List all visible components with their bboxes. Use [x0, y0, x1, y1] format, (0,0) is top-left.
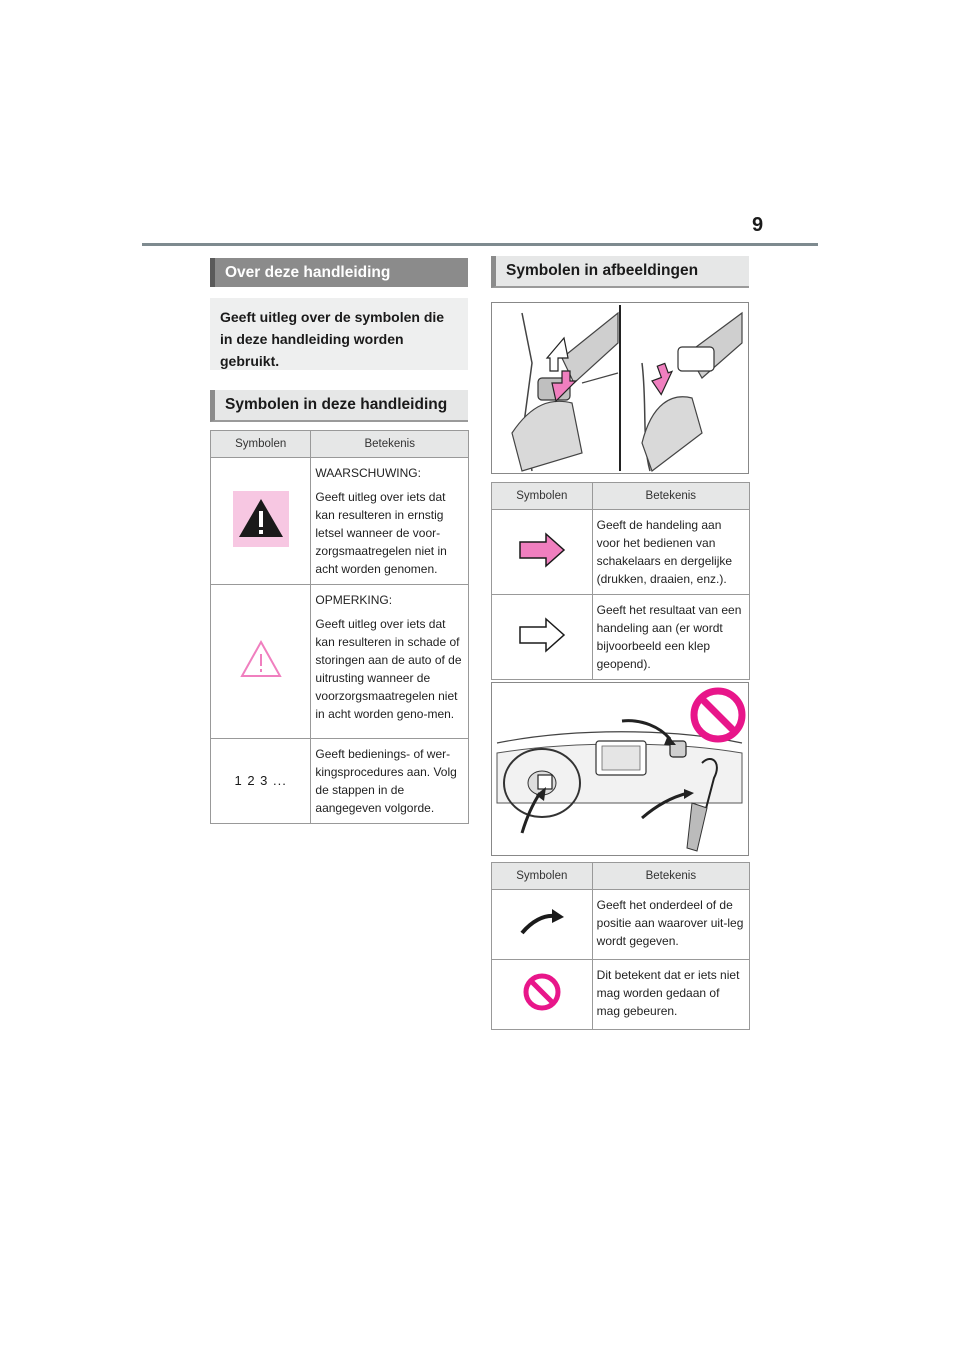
warning-triangle-filled-icon — [233, 491, 289, 547]
meaning-title: OPMERKING: — [315, 593, 393, 607]
meaning-text: Geeft bedienings- of wer-kingsprocedures aan. Volg de stappen in de aangegeven volgorde. — [315, 747, 457, 815]
symbol-cell — [492, 595, 593, 680]
table-row — [211, 739, 469, 824]
meaning-text: Geeft uitleg over iets dat kan resulteren in schade of storingen aan de auto of de uitrusting wanneer de voorzorgsmaatregelen niet in acht worden geno-men. — [315, 617, 462, 721]
symbol-cell — [211, 458, 311, 585]
section-title-right — [491, 256, 749, 288]
meaning-cell — [311, 739, 469, 824]
header-betekenis: Betekenis — [311, 431, 469, 458]
meaning-text: Geeft uitleg over iets dat kan resulteren in ernstig letsel wanneer de voor-zorgsmaatregelen niet in acht worden genomen. — [315, 490, 447, 576]
table-row — [492, 510, 750, 595]
meaning-cell — [311, 585, 469, 739]
header-betekenis: Betekenis — [592, 863, 749, 890]
section-title-left — [210, 258, 468, 287]
meaning-cell — [311, 458, 469, 585]
subsection-title-left — [210, 390, 468, 422]
symbol-cell — [492, 890, 593, 960]
meaning-text: Geeft het resultaat van een handeling aan (er wordt bijvoorbeeld een klep geopend). — [596, 603, 742, 671]
table-row — [211, 585, 469, 739]
table-row — [492, 890, 750, 960]
symbol-cell — [211, 739, 311, 824]
symbols-table-right-2 — [491, 862, 750, 1030]
header-symbolen: Symbolen — [211, 431, 311, 458]
header-symbolen: Symbolen — [492, 483, 593, 510]
dashboard-illustration — [491, 682, 749, 856]
seatbelt-drawing — [492, 303, 748, 473]
meaning-cell — [592, 595, 749, 680]
meaning-text: Dit betekent dat er iets niet mag worden gedaan of mag gebeuren. — [596, 968, 740, 1018]
pink-arrow-icon — [518, 532, 566, 568]
prohibition-sign-icon — [522, 972, 562, 1012]
symbol-cell — [492, 960, 593, 1030]
meaning-cell — [592, 510, 749, 595]
meaning-title: WAARSCHUWING: — [315, 466, 421, 480]
caution-triangle-outline-icon — [239, 639, 283, 679]
header-symbolen: Symbolen — [492, 863, 593, 890]
table-row — [492, 960, 750, 1030]
dashboard-drawing — [492, 683, 748, 855]
symbol-cell — [492, 510, 593, 595]
table-row — [211, 458, 469, 585]
symbol-cell — [211, 585, 311, 739]
meaning-cell — [592, 960, 749, 1030]
meaning-text: Geeft het onderdeel of de positie aan waarover uit-leg wordt gegeven. — [596, 898, 744, 948]
intro-text: Geeft uitleg over de symbolen die in deze handleiding worden gebruikt. — [220, 309, 445, 369]
table-row — [492, 595, 750, 680]
table-header-row — [492, 483, 750, 510]
meaning-cell — [592, 890, 749, 960]
curved-pointer-arrow-icon — [518, 907, 566, 937]
seatbelt-illustration — [491, 302, 749, 474]
intro-box — [210, 298, 468, 370]
page-number: 9 — [752, 214, 764, 236]
outline-arrow-icon — [518, 617, 566, 653]
symbols-table-right-1 — [491, 482, 750, 680]
section-title-text: Symbolen in afbeeldingen — [506, 262, 699, 279]
header-rule — [142, 243, 818, 246]
subsection-title-text: Symbolen in deze handleiding — [225, 396, 448, 413]
header-betekenis: Betekenis — [592, 483, 749, 510]
section-title-text: Over deze handleiding — [225, 263, 391, 281]
table-header-row — [211, 431, 469, 458]
meaning-text: Geeft de handeling aan voor het bedienen van schakelaars en dergelijke (drukken, draaien, enz.). — [596, 518, 733, 586]
symbols-table-left — [210, 430, 469, 824]
table-header-row — [492, 863, 750, 890]
step-numbers-icon: 1 2 3 ... — [234, 773, 287, 788]
